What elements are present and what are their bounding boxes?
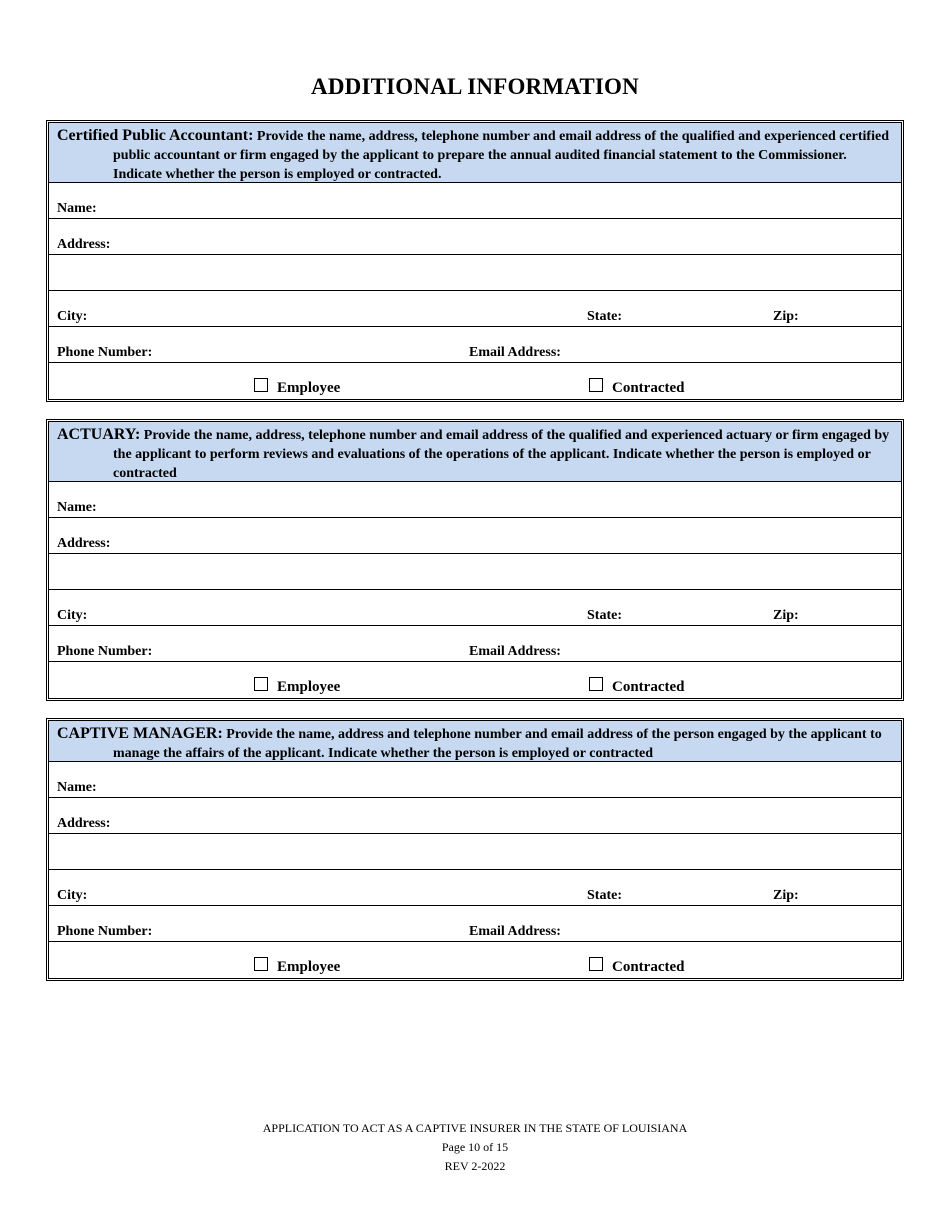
address-label: Address: xyxy=(57,536,111,551)
captive-manager-name-field[interactable] xyxy=(49,762,901,798)
checkbox-icon[interactable] xyxy=(254,957,268,971)
cpa-section xyxy=(46,120,904,402)
contracted-checkbox[interactable] xyxy=(589,957,684,976)
actuary-name-field[interactable] xyxy=(49,482,901,518)
cpa-city-row xyxy=(49,291,901,327)
employee-label: Employee xyxy=(277,380,341,396)
city-label: City: xyxy=(57,888,88,903)
captive-manager-instructions xyxy=(49,721,901,762)
actuary-city-row xyxy=(49,590,901,626)
address-label: Address: xyxy=(57,237,111,252)
actuary-section xyxy=(46,419,904,701)
employee-label: Employee xyxy=(277,959,341,975)
captive-manager-city-row xyxy=(49,870,901,906)
footer-revision: REV 2-2022 xyxy=(444,1159,506,1173)
cpa-instructions xyxy=(49,123,901,183)
checkbox-icon[interactable] xyxy=(589,677,603,691)
employee-checkbox[interactable] xyxy=(254,378,340,397)
city-label: City: xyxy=(57,608,88,623)
phone-label: Phone Number: xyxy=(57,644,153,659)
zip-label: Zip: xyxy=(773,888,799,903)
state-label: State: xyxy=(587,888,622,903)
cpa-employment-row xyxy=(49,363,901,399)
contracted-label: Contracted xyxy=(612,959,685,975)
checkbox-icon[interactable] xyxy=(589,378,603,392)
address-label: Address: xyxy=(57,816,111,831)
captive-manager-employment-row xyxy=(49,942,901,978)
actuary-employment-row xyxy=(49,662,901,698)
contracted-checkbox[interactable] xyxy=(589,677,684,696)
actuary-address-line-2[interactable] xyxy=(49,554,901,590)
zip-label: Zip: xyxy=(773,608,799,623)
checkbox-icon[interactable] xyxy=(254,677,268,691)
captive-manager-instruction-text: Provide the name, address and telephone number and email address of the person engaged by the applicant to manage the affairs of the applicant. Indicate whether the person is employed or contracted xyxy=(113,727,882,761)
actuary-heading: ACTUARY: xyxy=(57,426,141,443)
state-label: State: xyxy=(587,309,622,324)
checkbox-icon[interactable] xyxy=(589,957,603,971)
contracted-label: Contracted xyxy=(612,380,685,396)
captive-manager-address-line-2[interactable] xyxy=(49,834,901,870)
employee-checkbox[interactable] xyxy=(254,677,340,696)
page-title: ADDITIONAL INFORMATION xyxy=(311,74,639,99)
email-label: Email Address: xyxy=(469,345,561,360)
footer-application-title: APPLICATION TO ACT AS A CAPTIVE INSURER IN THE STATE OF LOUISIANA xyxy=(262,1121,688,1135)
contracted-checkbox[interactable] xyxy=(589,378,684,397)
captive-manager-heading: CAPTIVE MANAGER: xyxy=(57,725,223,742)
phone-label: Phone Number: xyxy=(57,924,153,939)
captive-manager-contact-row xyxy=(49,906,901,942)
employee-checkbox[interactable] xyxy=(254,957,340,976)
actuary-address-field[interactable] xyxy=(49,518,901,554)
captive-manager-section xyxy=(46,718,904,981)
actuary-instructions xyxy=(49,422,901,482)
cpa-address-line-2[interactable] xyxy=(49,255,901,291)
footer-page-number: Page 10 of 15 xyxy=(441,1140,509,1154)
name-label: Name: xyxy=(57,780,97,795)
cpa-contact-row xyxy=(49,327,901,363)
employee-label: Employee xyxy=(277,679,341,695)
city-label: City: xyxy=(57,309,88,324)
email-label: Email Address: xyxy=(469,924,561,939)
actuary-instruction-text: Provide the name, address, telephone number and email address of the qualified and experienced actuary or firm engaged by the applicant to perform reviews and evaluations of the operations of the applicant. Indicate whether the person is employed or contracted xyxy=(113,428,890,481)
actuary-contact-row xyxy=(49,626,901,662)
name-label: Name: xyxy=(57,201,97,216)
zip-label: Zip: xyxy=(773,309,799,324)
cpa-heading: Certified Public Accountant: xyxy=(57,127,254,144)
name-label: Name: xyxy=(57,500,97,515)
checkbox-icon[interactable] xyxy=(254,378,268,392)
captive-manager-address-field[interactable] xyxy=(49,798,901,834)
cpa-address-field[interactable] xyxy=(49,219,901,255)
cpa-instruction-text: Provide the name, address, telephone number and email address of the qualified and experienced certified public accountant or firm engaged by the applicant to prepare the annual audited financial statement to the Commissioner. Indicate whether the person is employed or contracted. xyxy=(113,129,889,182)
phone-label: Phone Number: xyxy=(57,345,153,360)
cpa-name-field[interactable] xyxy=(49,183,901,219)
email-label: Email Address: xyxy=(469,644,561,659)
state-label: State: xyxy=(587,608,622,623)
contracted-label: Contracted xyxy=(612,679,685,695)
